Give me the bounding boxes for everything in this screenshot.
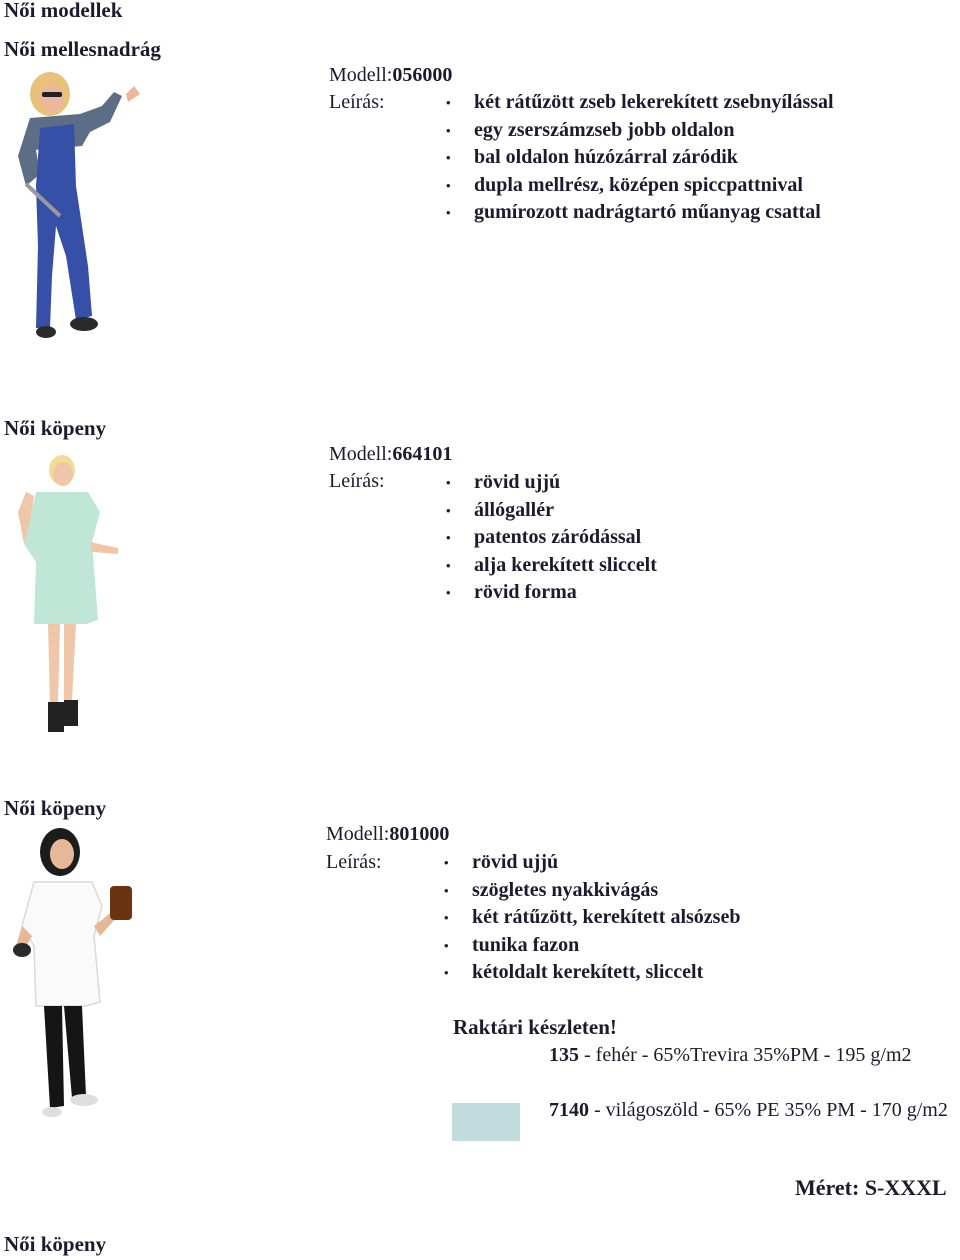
feature-item: • tunika fazon [444,932,740,960]
model-number-line: Modell:056000 [329,64,453,86]
feature-list [444,849,740,987]
product-photo-overalls [10,66,160,346]
feature-item: • állógallér [446,497,657,525]
size-range: Méret: S-XXXL [795,1175,947,1200]
color-swatch-white [452,1045,520,1083]
description-label: Leírás: [326,851,382,873]
color-swatch-lightgreen [452,1103,520,1141]
feature-item: • rövid ujjú [446,469,657,497]
feature-list [446,89,834,227]
product-heading: Női köpeny [4,1232,107,1256]
product-heading: Női köpeny [4,416,107,440]
feature-item: • rövid forma [446,579,657,607]
model-number-line: Modell:664101 [329,443,453,465]
description-label: Leírás: [329,470,385,492]
feature-item: • szögletes nyakkivágás [444,877,740,905]
page-title: Női modellek [4,0,123,22]
feature-item: • egy zserszámzseb jobb oldalon [446,117,834,145]
model-number-line: Modell:801000 [326,823,450,845]
product-photo-short-coat [14,452,124,742]
feature-item: • kétoldalt kerekített, sliccelt [444,959,740,987]
stock-title: Raktári készleten! [453,1015,617,1039]
feature-item: • patentos záródással [446,524,657,552]
feature-item: • gumírozott nadrágtartó műanyag csattal [446,199,834,227]
stock-item: 135 - fehér - 65%Trevira 35%PM - 195 g/m2 [549,1044,912,1066]
product-heading: Női mellesnadrág [4,37,161,61]
feature-item: • két rátűzött, kerekített alsózseb [444,904,740,932]
description-label: Leírás: [329,91,385,113]
feature-item: • bal oldalon húzózárral záródik [446,144,834,172]
feature-list [446,469,657,607]
stock-item: 7140 - világoszöld - 65% PE 35% PM - 170 g/m2 [549,1099,948,1121]
feature-item: • két rátűzött zseb lekerekített zsebnyílással [446,89,834,117]
product-photo-tunic [10,826,140,1121]
feature-item: • dupla mellrész, középen spiccpattnival [446,172,834,200]
feature-item: • rövid ujjú [444,849,740,877]
product-heading: Női köpeny [4,796,107,820]
feature-item: • alja kerekített sliccelt [446,552,657,580]
